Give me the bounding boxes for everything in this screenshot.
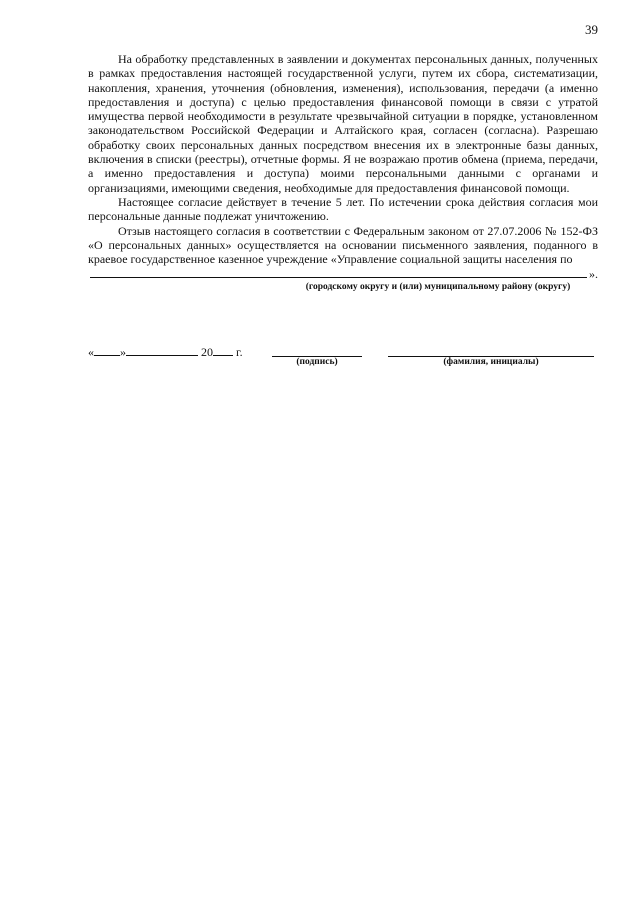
signature-caption: (подпись): [296, 357, 338, 367]
date-open-quote: «: [88, 345, 94, 359]
name-block: [388, 344, 594, 368]
signature-block: [272, 344, 362, 368]
org-caption: (городскому округу и (или) муниципальному району (округу): [305, 281, 571, 292]
signature-row: [88, 344, 598, 384]
org-line: [88, 266, 598, 281]
signature-line[interactable]: [272, 344, 362, 357]
year-prefix: 20: [201, 345, 213, 359]
validity-paragraph: Настоящее согласие действует в течение 5 лет. По истечении срока действия согласия мои персональные данные подлежат уничтожению.: [88, 194, 598, 224]
org-blank-field[interactable]: [90, 266, 587, 278]
consent-body: [88, 52, 598, 293]
date-field: [88, 344, 243, 360]
year-blank[interactable]: [213, 344, 233, 356]
withdrawal-text: Отзыв настоящего согласия в соответствии с Федеральным законом от 27.07.2006 № 152-ФЗ «О персональных данных» осуществляется на основании письменного заявления, поданного в краевое государственное казенное учреждение «Управление социальной защиты населения по: [88, 223, 598, 267]
day-blank[interactable]: [94, 344, 120, 356]
name-caption: (фамилия, инициалы): [443, 357, 539, 367]
date-close-quote: »: [120, 345, 126, 359]
year-suffix: г.: [236, 345, 243, 359]
page-number: 39: [585, 22, 598, 37]
consent-paragraph: На обработку представленных в заявлении и документах персональных данных, полученных в рамках предоставления настоящей государственной услуги, путем их сбора, систематизации, накопления, хранения, уточнения (обновления, изменения), использования, передачи (а именно предоставления и доступа) с целью предоставления финансовой помощи в связи с утратой имущества первой необходимости в результате чрезвычайной ситуации в порядке, установленном законодательством Российской Федерации и Алтайского края, согласен (согласна). Разрешаю обработку своих персональных данных посредством внесения их в электронные базы данных, включения в списки (реестры), отчетные формы. Я не возражаю против обмена (приема, передачи, а именно предоставления и доступа) моими персональными данными с органами и организациями, имеющими сведения, необходимые для предоставления финансовой помощи.: [88, 52, 598, 195]
withdrawal-end: ».: [589, 267, 598, 282]
withdrawal-paragraph: [88, 224, 598, 267]
name-line[interactable]: [388, 344, 594, 357]
month-blank[interactable]: [126, 344, 198, 356]
